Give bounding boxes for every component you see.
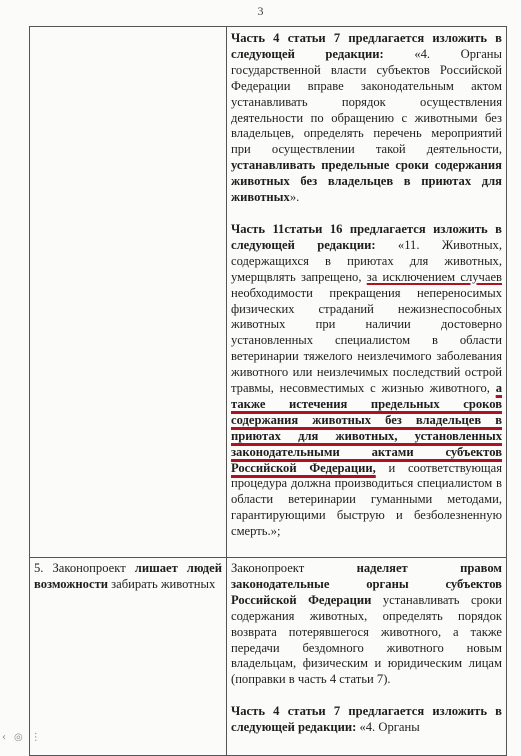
underlined-bold-term-expiry: а также истечения предельных сроков содержания животных без владельцев в приютах для животных, установленных законодательными актами субъектов Российской Федерации, [231, 381, 502, 475]
heading-article7: Часть 4 статьи 7 предлагается изложить в следующей редакции: [231, 31, 502, 61]
text-bill-b: устанавливать сроки содержания животных, определять порядок возврата потерявшегося животного, а также передачи бездомного животного новым владельцам, физическим и юридическим лицам (поправки в часть 4 статьи 7). [231, 592, 502, 687]
bold-article7-terms: устанавливать предельные сроки содержания животных без владельцев в приютах для животных [231, 158, 502, 205]
column-divider [226, 27, 227, 755]
row-divider [30, 557, 506, 558]
comparison-table [29, 26, 507, 756]
bold-bill: наделяет правом законодательные органы субъектов Российской Федерации [231, 561, 502, 607]
text-article7-end: ». [289, 190, 300, 205]
paragraph-bill-rights [231, 561, 502, 688]
cell-row1-right [231, 31, 502, 540]
paragraph-item5 [34, 561, 222, 593]
text-item5-b: забирать животных [108, 576, 216, 591]
page-number: 3 [257, 4, 264, 18]
text-article7: «4. Органы государственной власти субъектов Российской Федерации вправе законодательным актом устанавливать порядок осуществления деятельности по обращению с животными без владельцев, определять перечень мероприятий при осуществлении такой деятельности, [231, 46, 503, 157]
underlined-exception: за исключением случаев [366, 269, 502, 284]
cell-row2-left [34, 561, 222, 593]
paragraph-article16 [231, 222, 502, 540]
more-icon[interactable]: ⋮ [30, 731, 41, 743]
cell-row2-right [231, 561, 502, 736]
text-item5-a: 5. Законопроект [34, 561, 135, 575]
zoom-icon[interactable]: ◎ [14, 731, 23, 743]
text-bill-a: Законопроект [231, 561, 357, 575]
paragraph-article7-repeat [231, 704, 502, 736]
text-article16-a: «11. Животных, содержащихся в приютах для животных, умерщвлять запрещено, [231, 237, 502, 284]
heading-article7-repeat: Часть 4 статьи 7 предлагается изложить в следующей редакции: [231, 704, 502, 735]
text-article16-c: и соответствующая процедура должна производиться специалистом в области ветеринарии гуманными методами, гарантирующими быструю и безболезненную смерть.»; [231, 460, 503, 539]
bold-item5: лишает людей возможности [34, 561, 222, 591]
text-article16-b: необходимости прекращения непереносимых физических страданий нежизнеспособных животных при наличии достоверно установленных специалистом в области ветеринарии тяжелого неизлечимого заболевания животного или неизлечимых последствий острой травмы, несовместимых с жизнью животного, [231, 285, 502, 396]
text-article7-repeat: «4. Органы [356, 720, 420, 735]
viewer-toolbar [2, 729, 41, 745]
back-icon[interactable]: ‹ [2, 731, 6, 743]
heading-article16: Часть 11статьи 16 предлагается изложить в следующей редакции: [231, 221, 502, 252]
paragraph-article7 [231, 31, 502, 206]
